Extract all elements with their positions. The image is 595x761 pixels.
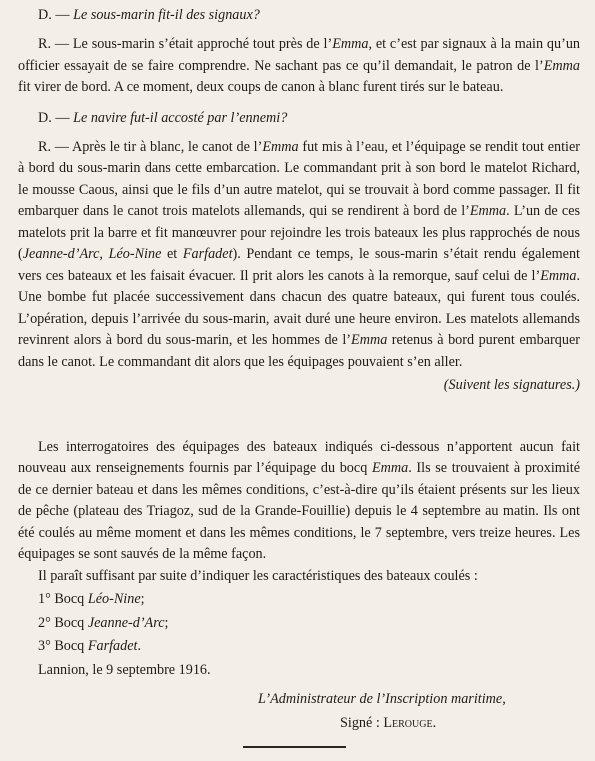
administrator-title: L’Administrateur de l’Inscription maritime, [258,691,506,707]
question-2-text: Le navire fut-il accosté par l’ennemi? [73,109,288,126]
ship-2-num: 2° [38,614,51,631]
signed-name: Lerouge. [383,714,437,731]
answer-2-part-3: Emma [469,203,507,219]
answer-1-part-1: Emma [332,36,369,52]
ship-3-name: Farfadet [87,638,138,654]
ship-3-type: Bocq [54,638,85,654]
question-2 [38,109,580,127]
ship-item-2 [38,613,580,635]
question-1 [38,6,580,24]
answer-1-part-2: , et c’est par signaux à la main qu’un officier essayait de se faire comprendre. Ne sachant pas ce qu’il demandait, le patron de l’ [18,36,581,74]
answer-2-part-11: Emma [351,332,388,348]
answer-1-lead: R. — [38,36,70,52]
summary-intro-line: Il paraît suffisant par suite d’indiquer les caractéristiques des bateaux coulés : [38,567,478,584]
answer-2-part-0: Après le tir à blanc, le canot de l’ [71,138,263,155]
ship-3-end: . [137,638,142,654]
answer-2-part-4: . L’un de ces matelots prit la barre et fit manœuvrer pour rejoindre les trois bateaux les plus rapprochés de nous ( [18,203,581,262]
summary-part-0: Les interrogatoires des équipages des bateaux indiqués ci-dessous n’apportent aucun fait nouveau aux renseignements fournis par l’équipage du bocq [18,438,580,476]
answer-2-part-10: . Une bombe fut placée successivement dans chacun des quatre bateaux, qui furent tous coulés. L’opération, depuis l’arrivée du sous-marin, avait duré une heure environ. Les matelots allemands revinrent alors à bord du sous-marin, et les hommes de l’ [18,267,580,348]
answer-1 [18,34,580,99]
closing-rule [243,746,346,748]
question-1-text: Le sous-marin fit-il des signaux? [73,7,260,23]
signed-line [340,713,580,735]
answer-2-part-9: Emma [540,267,577,284]
document-page [18,6,580,734]
ship-2-end: ; [164,614,169,631]
ship-2-name: Jeanne-d’Arc [87,614,165,631]
answer-2-part-8: ). Pendant ce temps, le sous-marin s’était rendu également vers ces bateaux et les faisait évacuer. Il prit alors les canots à la remorque, sauf celui de l’ [18,246,580,284]
question-2-lead: D. — [38,109,70,126]
ship-1-name: Léo-Nine [87,591,141,607]
answer-2 [18,137,580,374]
answer-2-part-1: Emma [262,138,299,155]
question-1-lead: D. — [38,7,70,23]
answer-2-part-2: fut mis à l’eau, et l’équipage se rendit tout entier à bord du sous-marin dans cette embarcation. Le commandant prit à son bord le matelot Richard, le mousse Caous, ainsi que le fils d’un autre matelot, qui se trouvait à bord comme passager. Il fit embarquer dans le canot trois matelots allemands, qui se rendirent à bord de l’ [18,138,581,219]
answer-1-part-3: Emma [543,57,580,74]
answer-1-part-4: fit virer de bord. A ce moment, deux coups de canon à blanc furent tirés sur le bateau. [18,79,504,95]
ship-item-3 [38,636,580,658]
summary-part-1: Emma [371,460,409,476]
ship-2-type: Bocq [54,614,85,631]
summary-part-2: . Ils se trouvaient à proximité de ce dernier bateau et dans les mêmes conditions, c’est-à-dire qu’ils étaient présents sur les lieux de pêche (plateau des Triagoz, sud de la Grande-Fouillie) depuis le 4 septembre au matin. Ils ont été coulés au même moment et dans les mêmes conditions, le 7 septembre, vers treize heures. Les équipages se sont sauvés de la même façon. [18,460,580,562]
ship-1-num: 1° [38,591,51,607]
ship-1-end: ; [140,591,145,607]
ship-1-type: Bocq [54,591,85,607]
answer-2-lead: R. — [38,138,69,155]
answer-2-part-6: et [161,246,183,262]
place-date: Lannion, le 9 septembre 1916. [38,661,211,678]
ship-3-num: 3° [38,638,51,654]
section-spacer [18,397,580,437]
answer-2-part-5: Jeanne-d’Arc, Léo-Nine [22,246,162,262]
signed-label: Signé : [340,714,380,731]
answer-2-part-7: Farfadet [182,246,233,262]
summary-paragraph [18,437,580,588]
answer-1-part-0: Le sous-marin s’était approché tout près de l’ [72,36,333,52]
answer-2-part-12: retenus à bord purent embarquer dans le canot. Le commandant dit alors que les équipages pouvaient s’en aller. [18,332,580,370]
ship-item-1 [38,589,580,611]
signatures-note: (Suivent les signatures.) [443,377,580,393]
